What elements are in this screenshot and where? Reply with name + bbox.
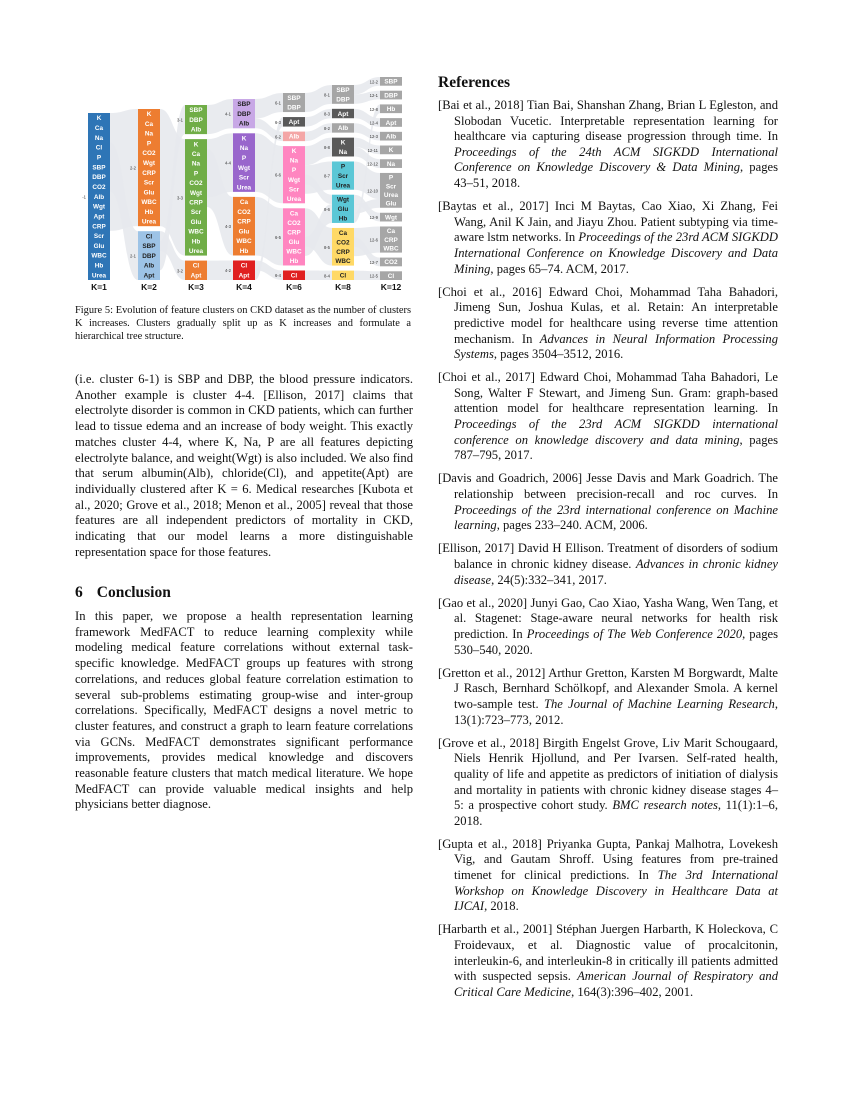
cluster-id-label: 4-4 [224, 160, 231, 166]
section-heading [75, 584, 171, 602]
feature-label: K [146, 111, 152, 119]
feature-label: Hb [386, 106, 396, 114]
feature-label: Urea [286, 195, 302, 203]
reference-key: [Choi et al., 2017] [438, 370, 535, 385]
reference-body: Stéphan Juergen Harbarth, K Holeckova, C Froidevaux, et al. Diagnostic value of procalcitonin, interleukin-6, and interleukin-8 in critically ill patients admitted with suspected sepsis. [454, 922, 778, 984]
feature-label: Na [289, 157, 299, 165]
feature-label: Glu [385, 200, 397, 208]
feature-label: Hb [144, 208, 154, 216]
cluster-id-label: 12-3 [369, 134, 378, 140]
feature-label: DBP [189, 116, 203, 124]
feature-label: DBP [336, 96, 350, 104]
feature-label: P [193, 170, 199, 178]
reference-body: Jesse Davis and Mark Goadrich. The relationship between precision-recall and roc curves. In [454, 471, 779, 502]
feature-label: CRP [384, 236, 398, 244]
cluster-id-label: 3-3 [176, 195, 183, 201]
reference-venue: Advances in chronic kidney disease [454, 557, 778, 587]
cluster-id-label: 12-5 [369, 273, 378, 279]
feature-label: Glu [190, 218, 202, 226]
feature-label: Glu [93, 242, 105, 250]
feature-label: Cl [192, 262, 200, 270]
feature-label: Ca [386, 228, 396, 236]
feature-label: Scr [337, 172, 349, 180]
cluster-flow [305, 138, 332, 166]
reference-venue: Proceedings of the 23rd international conference on Machine learning [454, 502, 778, 533]
feature-label: CRP [336, 248, 350, 256]
feature-label: Ca [191, 150, 201, 158]
reference-key: [Bai et al., 2018] [438, 98, 524, 112]
feature-label: CO2 [142, 150, 156, 158]
feature-label: Na [191, 160, 201, 168]
feature-label: DBP [142, 252, 156, 260]
feature-label: CO2 [384, 259, 398, 267]
reference-key: [Grove et al., 2018] [438, 735, 540, 750]
reference-tail: , 13(1):723–773, 2012. [454, 696, 778, 727]
cluster-id-label: 12-8 [369, 106, 378, 112]
feature-label: Ca [144, 120, 154, 128]
reference-tail: , 24(5):332–341, 2017. [491, 572, 607, 587]
reference-tail: , 164(3):396–402, 2001. [571, 984, 694, 999]
k-value-label: K=2 [141, 282, 157, 292]
cluster-id-label: 12-7 [369, 259, 378, 265]
conclusion-paragraph: In this paper, we propose a health representation learning framework MedFACT to reduce learning complexity while modeling medical feature correlations without external task-specific knowledge. MedFACT groups up features with strong correlations, and reduces global feature correlation estimation to several sub-problems estimating group-wise and inter-group correlations. Specifically, MedFACT designs a novel metric to cluster features, and construct a graph to learn feature correlations via GCNs. MedFACT demonstrates significant performance improvements, provides medical knowledge and discovers reasonable feature clusters that match medical literature. We hope MedFACT can provide valuable medical insights and help physicians better diagnose. [75, 609, 413, 812]
reference-venue: BMC research notes [612, 798, 718, 813]
cluster-flow [255, 93, 283, 119]
reference-entry [438, 736, 778, 830]
feature-label: K [96, 115, 102, 123]
reference-body: Edward Choi, Mohammad Taha Bahadori, Jimeng Sun, Joshua Kulas, et al. Retain: An interpretable predictive model for healthcare using reverse time attention mechanism. In [454, 284, 778, 346]
reference-body: Edward Choi, Mohammad Taha Bahadori, Le Song, Walter F Stewart, and Jimeng Sun. Gram: graph-based attention model for healthcare representation learning. In [454, 370, 778, 416]
feature-label: Alb [93, 193, 105, 201]
feature-label: Wgt [92, 203, 106, 211]
cluster-id-label: 12-9 [369, 215, 378, 221]
reference-venue: American Journal of Respiratory and Critical Care Medicine [454, 969, 778, 999]
body-paragraph: (i.e. cluster 6-1) is SBP and DBP, the blood pressure indicators. Another example is cluster 4-4. [Ellison, 2017] claims that electrolyte disorder is common in CKD patients, which can further lead to tissue edema and an increase of body weight. This exactly matches cluster 4-4, where K, Na, P are all features depicting electrolyte balance, and weight(Wgt) is also included. We also find that serum albumin(Alb), chloride(Cl), and appetite(Apt) are individually clustered after K = 6. Medical researches [Kubota et al., 2020; Grove et al., 2018; Menon et al., 2005] reveal that those features are all independent predictors of mortality in CKD, indicating that our model learns a more distinguishable representation space for those features. [75, 372, 413, 559]
references-heading: References [438, 74, 511, 91]
cluster-id-label: 12-6 [369, 237, 378, 243]
feature-label: CO2 [336, 239, 350, 247]
feature-label: CO2 [237, 208, 251, 216]
feature-label: Apt [238, 272, 250, 280]
feature-label: Scr [93, 233, 105, 241]
cluster-flow [255, 197, 283, 266]
feature-label: Scr [288, 186, 300, 194]
reference-body: Tian Bai, Shanshan Zhang, Brian L Egleston, and Slobodan Vucetic. Interpretable representation learning for healthcare via capturing disease progression through time. In [454, 98, 778, 144]
k-value-label: K=1 [91, 282, 107, 292]
feature-label: Glu [238, 228, 250, 236]
feature-label: DBP [287, 104, 301, 112]
cluster-id-label: 12-2 [369, 79, 378, 85]
feature-label: Hb [191, 238, 201, 246]
feature-label: Apt [337, 110, 349, 118]
feature-label: Wgt [287, 176, 301, 184]
reference-venue: Advances in Neural Information Processing Systems [454, 331, 778, 362]
cluster-evolution-figure [75, 74, 413, 296]
feature-label: Hb [289, 258, 299, 266]
feature-label: CRP [287, 229, 301, 237]
reference-body: David H Ellison. Treatment of disorders of sodium balance in chronic kidney disease. [454, 541, 778, 571]
feature-label: SBP [189, 107, 203, 115]
feature-label: P [388, 174, 394, 182]
cluster-id-label: 2-2 [129, 165, 136, 171]
feature-label: Wgt [237, 164, 251, 172]
feature-label: Cl [95, 144, 103, 152]
feature-label: CRP [92, 223, 106, 231]
cluster-id-label: 6-3 [274, 119, 281, 125]
reference-entry [438, 666, 778, 728]
reference-tail: , pages 65–74. ACM, 2017. [490, 261, 629, 276]
feature-label: SBP [142, 243, 156, 251]
reference-key: [Harbarth et al., 2001] [438, 922, 553, 937]
feature-label: Wgt [189, 189, 203, 197]
feature-label: Na [338, 149, 348, 157]
feature-label: Apt [288, 119, 300, 127]
cluster-id-label: 4-2 [224, 268, 231, 274]
reference-entry [438, 285, 778, 363]
reference-body: Arthur Gretton, Karsten M Borgwardt, Malte J Rasch, Bernhard Schölkopf, and Alexander Smola. A kernel two-sample test. [454, 665, 778, 711]
reference-venue: The 3rd International Workshop on Knowledge Discovery in Healthcare Data at IJCAI [454, 868, 778, 914]
k-value-label: K=4 [236, 282, 252, 292]
feature-label: WBC [141, 199, 157, 207]
cluster-evolution-diagram [75, 74, 413, 296]
feature-label: Na [386, 160, 396, 168]
reference-venue: The Journal of Machine Learning Research [543, 696, 775, 711]
feature-label: Na [239, 145, 249, 153]
reference-key: [Choi et al., 2016] [438, 284, 542, 299]
feature-label: WBC [91, 252, 107, 260]
cluster-id-label: 6-2 [274, 134, 281, 140]
feature-label: Alb [385, 133, 397, 141]
feature-label: Urea [335, 182, 351, 190]
feature-label: Cl [387, 272, 395, 280]
cluster-id-label: 12-11 [367, 147, 378, 153]
section-number: 6 [75, 584, 83, 601]
cluster-id-label: 12-4 [369, 120, 378, 126]
reference-entry [438, 98, 778, 192]
reference-tail: , 11(1):1–6, 2018. [454, 798, 778, 828]
feature-label: Glu [288, 238, 300, 246]
feature-label: Cl [240, 262, 248, 270]
feature-label: DBP [384, 92, 398, 100]
cluster-id-label: 6-1 [274, 100, 281, 106]
feature-label: Apt [93, 213, 105, 221]
feature-label: Hb [338, 215, 348, 223]
feature-label: SBP [384, 78, 398, 86]
reference-entry [438, 471, 778, 533]
feature-label: Alb [190, 126, 202, 134]
reference-tail: , pages 233–240. ACM, 2006. [496, 518, 648, 533]
feature-label: Apt [190, 272, 202, 280]
cluster-flow [305, 85, 332, 112]
reference-key: [Gao et al., 2020] [438, 595, 528, 610]
reference-entry [438, 370, 778, 464]
feature-label: Alb [238, 120, 250, 128]
feature-label: K [388, 147, 394, 155]
k-value-label: K=12 [380, 282, 402, 292]
cluster-id-label: 8-1 [323, 92, 330, 98]
reference-entry [438, 596, 778, 658]
reference-key: [Davis and Goadrich, 2006] [438, 471, 583, 486]
cluster-id-label: 8-5 [323, 244, 330, 250]
feature-label: Cl [290, 272, 298, 280]
feature-label: SBP [237, 101, 251, 109]
feature-label: Alb [143, 262, 155, 270]
feature-label: Scr [143, 179, 155, 187]
cluster-id-label: 12-12 [367, 161, 378, 167]
feature-label: WBC [383, 245, 399, 253]
reference-body: Priyanka Gupta, Pankaj Malhotra, Lovekesh Vig, and Gautam Shroff. Using features from pre-trained timenet for clinical predictions. In [454, 836, 778, 883]
reference-entry [438, 837, 778, 915]
section-title: Conclusion [96, 584, 171, 601]
feature-label: WBC [286, 248, 302, 256]
feature-label: Scr [385, 183, 397, 191]
cluster-id-label: 8-8 [323, 145, 330, 151]
feature-label: P [241, 155, 247, 163]
cluster-id-label: -1 [82, 194, 86, 200]
feature-label: DBP [92, 174, 106, 182]
feature-label: WBC [236, 238, 252, 246]
k-value-label: K=3 [188, 282, 204, 292]
cluster-id-label: 8-7 [323, 173, 330, 179]
cluster-id-label: 4-1 [224, 111, 231, 117]
feature-label: K [241, 135, 247, 143]
reference-entry [438, 199, 778, 277]
feature-label: K [291, 148, 297, 156]
feature-label: CRP [237, 218, 251, 226]
feature-label: CO2 [287, 219, 301, 227]
cluster-id-label: 8-3 [323, 111, 330, 117]
feature-label: Hb [94, 262, 104, 270]
feature-label: Urea [91, 272, 107, 280]
reference-tail: , pages 787–795, 2017. [454, 432, 778, 463]
feature-label: P [291, 167, 297, 175]
feature-label: WBC [335, 258, 351, 266]
references-list [438, 98, 778, 1008]
feature-label: Urea [236, 184, 252, 192]
feature-label: Hb [239, 247, 249, 255]
reference-venue: Proceedings of the 24th ACM SIGKDD International Conference on Knowledge Discovery & Data Mining [454, 144, 778, 175]
cluster-id-label: 6-4 [274, 273, 281, 279]
cluster-id-label: 6-6 [274, 172, 281, 178]
feature-label: Scr [190, 209, 202, 217]
cluster-id-label: 8-2 [323, 125, 330, 131]
feature-label: Wgt [384, 214, 398, 222]
reference-key: [Gretton et al., 2012] [438, 665, 546, 680]
reference-venue: Proceedings of the 23rd ACM SIGKDD international conference on knowledge discovery and data mining [454, 417, 778, 447]
feature-label: Na [94, 134, 104, 142]
feature-label: Alb [337, 125, 349, 133]
feature-label: Na [144, 130, 154, 138]
reference-entry [438, 541, 778, 588]
cluster-flow [255, 133, 283, 203]
feature-label: CO2 [92, 183, 106, 191]
feature-label: K [193, 141, 199, 149]
cluster-id-label: 8-4 [323, 273, 330, 279]
reference-tail: , pages 3504–3512, 2016. [493, 347, 624, 362]
feature-label: WBC [188, 228, 204, 236]
reference-entry [438, 922, 778, 1000]
reference-key: [Gupta et al., 2018] [438, 836, 542, 851]
feature-label: CO2 [189, 180, 203, 188]
reference-venue: Proceedings of The Web Conference 2020 [526, 626, 743, 641]
cluster-box [82, 113, 110, 280]
reference-tail: , pages 43–51, 2018. [454, 160, 778, 190]
feature-label: Cl [339, 272, 347, 280]
reference-body: Inci M Baytas, Cao Xiao, Xi Zhang, Fei Wang, Anil K Jain, and Jiayu Zhou. Patient subtyping via time-aware lstm networks. In [454, 199, 778, 245]
reference-key: [Baytas et al., 2017] [438, 199, 549, 214]
feature-label: Ca [289, 210, 299, 218]
cluster-id-label: 3-1 [176, 117, 183, 123]
feature-label: Apt [385, 119, 397, 127]
reference-key: [Ellison, 2017] [438, 541, 515, 556]
reference-tail: , 2018. [484, 899, 519, 914]
feature-label: Apt [143, 272, 155, 280]
feature-label: Ca [338, 229, 348, 237]
feature-label: Glu [337, 206, 349, 214]
feature-label: Ca [239, 199, 249, 207]
feature-label: Urea [188, 248, 204, 256]
cluster-id-label: 4-3 [224, 224, 231, 230]
reference-tail: , pages 530–540, 2020. [454, 626, 778, 657]
reference-body: Birgith Engelst Grove, Liv Marit Schougaard, Niels Henrik Hjollund, and Per Ivarsen. Self-rated health, quality of life and appetite as predictors of initiation of dialysis and mortality in patients with chronic kidney disease stages 4–5: a prospective cohort study. [454, 735, 778, 813]
feature-label: P [96, 154, 102, 162]
feature-label: Wgt [142, 160, 156, 168]
feature-label: K [340, 139, 346, 147]
feature-label: Glu [143, 189, 155, 197]
feature-label: Scr [238, 174, 250, 182]
cluster-id-label: 2-1 [129, 253, 136, 259]
cluster-id-label: 12-1 [369, 93, 378, 99]
k-value-label: K=6 [286, 282, 302, 292]
cluster-id-label: 8-6 [323, 206, 330, 212]
cluster-box [370, 104, 402, 113]
feature-label: CRP [189, 199, 203, 207]
feature-label: SBP [336, 87, 350, 95]
feature-label: Urea [141, 218, 157, 226]
feature-label: Wgt [336, 196, 350, 204]
feature-label: Urea [383, 192, 399, 200]
k-value-label: K=8 [335, 282, 351, 292]
cluster-id-label: 3-2 [176, 268, 183, 274]
feature-label: CRP [142, 169, 156, 177]
reference-venue: Proceedings of the 23rd ACM SIGKDD International Conference on Knowledge Discovery and Data Mining [454, 230, 778, 276]
cluster-id-label: 6-5 [274, 234, 281, 240]
feature-label: Cl [145, 233, 153, 241]
feature-label: P [146, 140, 152, 148]
feature-label: Ca [94, 125, 104, 133]
feature-label: Alb [288, 133, 300, 141]
cluster-id-label: 12-10 [367, 188, 378, 194]
feature-label: P [340, 163, 346, 171]
feature-label: SBP [92, 164, 106, 172]
figure-caption: Figure 5: Evolution of feature clusters on CKD dataset as the number of clusters K increases. Clusters gradually split up as K increases and formulate a hierarchical tree structure. [75, 305, 411, 343]
reference-body: Junyi Gao, Cao Xiao, Yasha Wang, Wen Tang, et al. Stagenet: Stage-aware neural networks for health risk prediction. In [454, 595, 778, 641]
feature-label: SBP [287, 95, 301, 103]
feature-label: DBP [237, 110, 251, 118]
